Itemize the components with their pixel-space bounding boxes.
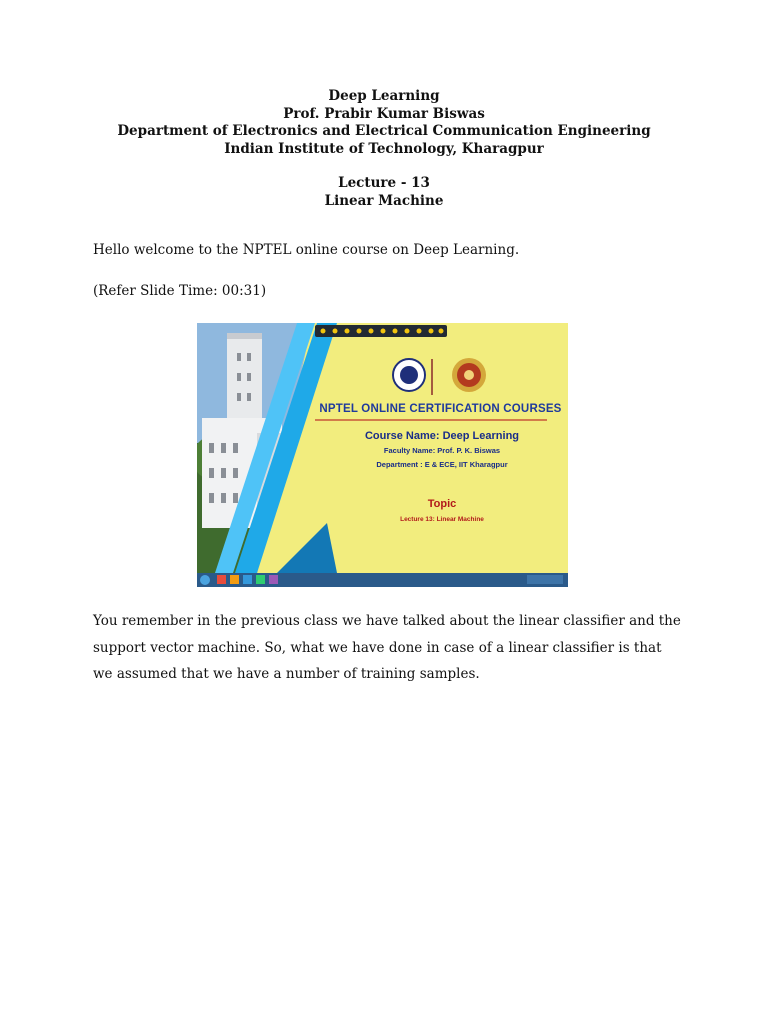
document-header	[0, 88, 768, 210]
intro-paragraph: Hello welcome to the NPTEL online course on Deep Learning.	[93, 242, 520, 258]
department-name: Department of Electronics and Electrical Communication Engineering	[117, 123, 651, 139]
slide-background	[197, 323, 568, 587]
slide-topic: Lecture 13: Linear Machine	[400, 516, 484, 523]
slide-course-name: Course Name: Deep Learning	[364, 430, 520, 442]
lecture-slide-image	[197, 323, 568, 587]
professor-name: Prof. Prabir Kumar Biswas	[283, 105, 485, 122]
body-paragraph: You remember in the previous class we have talked about the linear classifier and the support vector machine. So, what we have done in case of a linear classifier is that we assumed that we have a number of training samples.	[93, 613, 681, 682]
slide-faculty: Faculty Name: Prof. P. K. Biswas	[383, 446, 501, 455]
slide-time-reference: (Refer Slide Time: 00:31)	[93, 283, 267, 299]
institute-name: Indian Institute of Technology, Kharagpur	[224, 140, 544, 157]
lecture-title: Linear Machine	[324, 192, 444, 209]
slide-topic-heading: Topic	[427, 498, 457, 510]
lecture-number: Lecture - 13	[338, 175, 430, 191]
course-title: Deep Learning	[328, 88, 440, 104]
slide-department: Department : E & ECE, IIT Kharagpur	[376, 460, 508, 469]
slide-banner: NPTEL ONLINE CERTIFICATION COURSES	[319, 403, 562, 415]
toolbar-icons	[197, 323, 568, 343]
